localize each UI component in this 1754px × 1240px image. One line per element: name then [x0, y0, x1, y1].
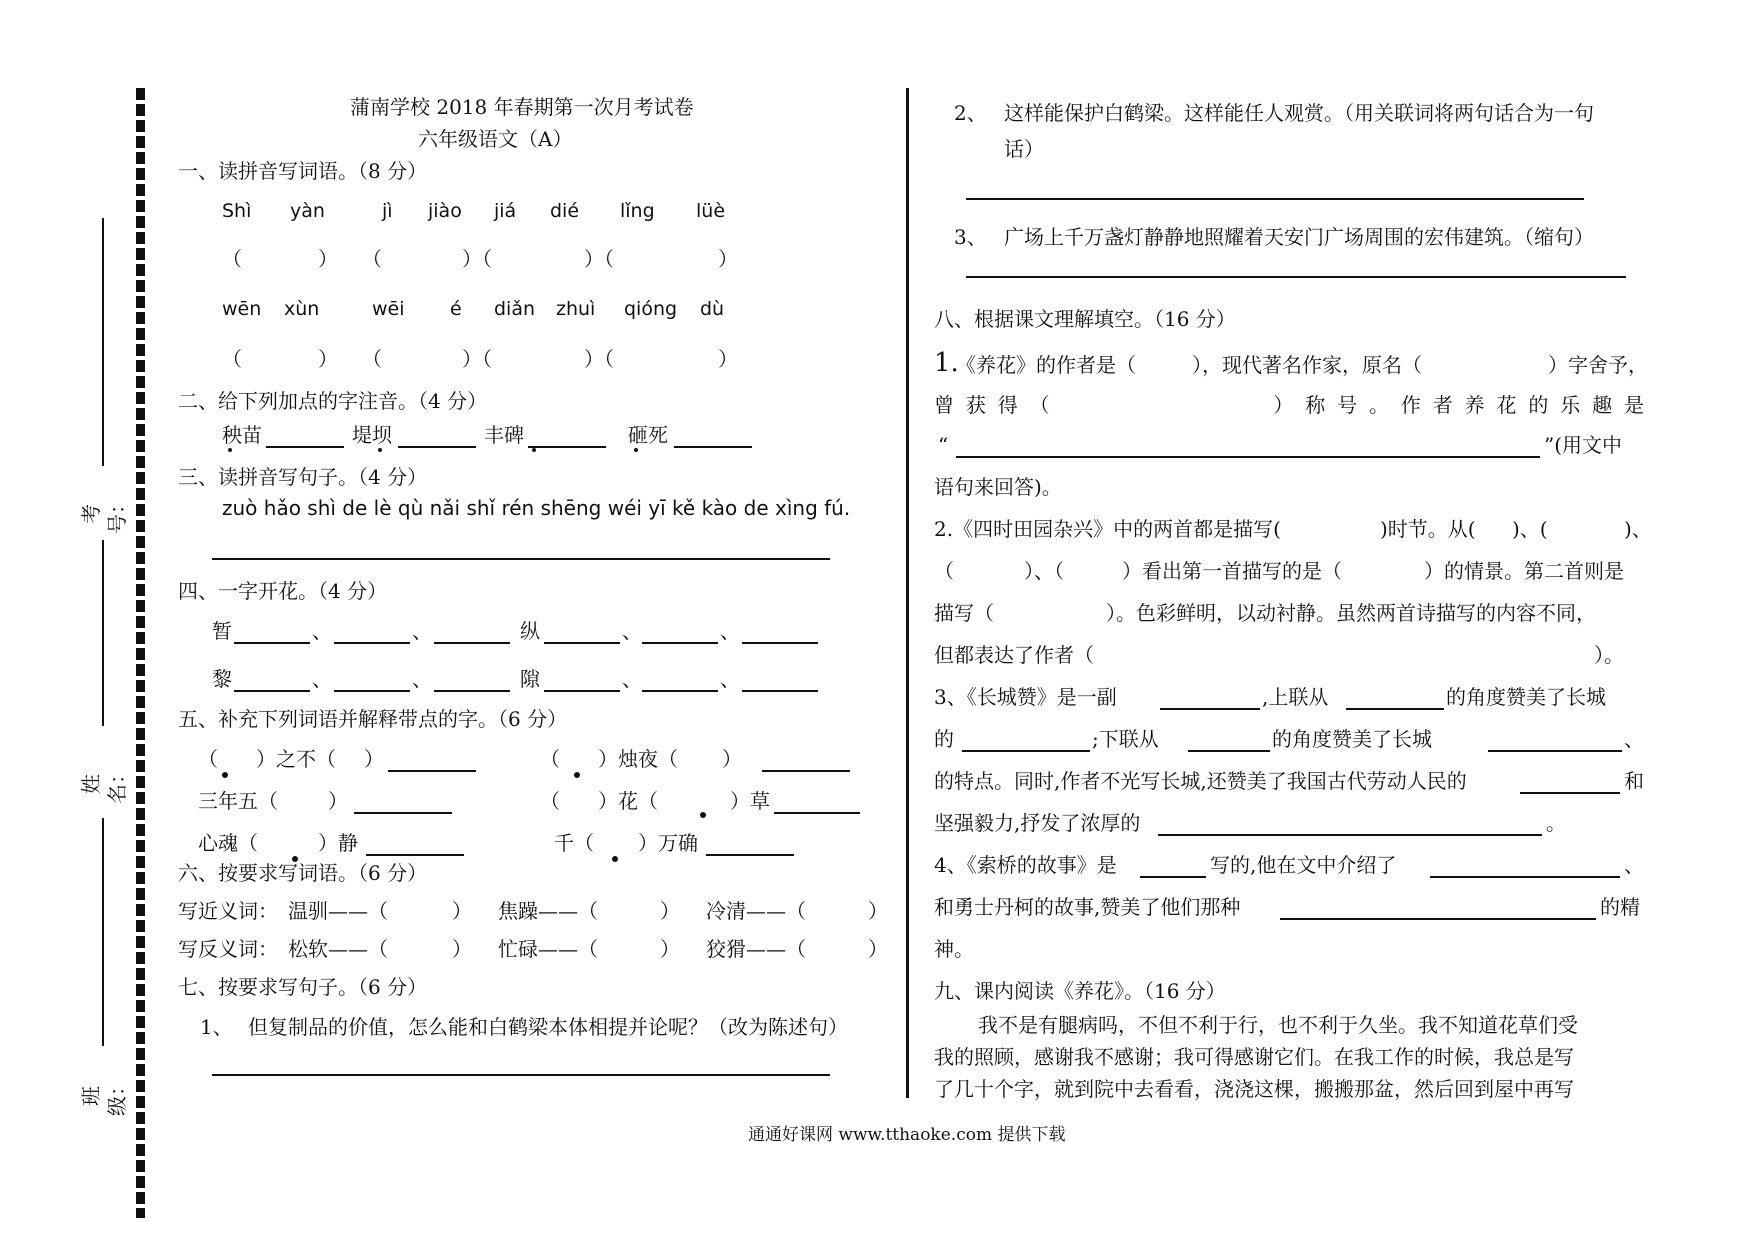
q1-blank[interactable]: [1062, 392, 1262, 418]
q1-char: 养: [1464, 393, 1485, 417]
q1-char: 获: [965, 393, 986, 417]
antonym-item: 松软——（: [288, 937, 388, 961]
reading-passage-line: 我的照顾，感谢我不感谢；我可得感谢它们。在我工作的时候，我总是写: [934, 1045, 1574, 1069]
answer-blank[interactable]: [334, 642, 410, 644]
q2-line-3b: ）。色彩鲜明，以动衬静。虽然两首诗描写的内容不同，: [1106, 601, 1596, 625]
q3-line-3a: 的特点。同时,作者不光写长城,还赞美了我国古代劳动人民的: [934, 769, 1467, 793]
q1-char: 者: [1432, 393, 1453, 417]
class-line: [102, 818, 104, 1046]
bracket: ）: [452, 899, 472, 923]
synonym-label: 写近义词：: [178, 899, 278, 923]
separator: 、: [720, 619, 740, 643]
section-6-heading: 六、按要求写词语。（6 分）: [178, 861, 428, 885]
separator: 、: [622, 667, 642, 691]
answer-blank[interactable]: [234, 690, 310, 692]
pinyin-11: wēi: [372, 298, 405, 320]
answer-blank[interactable]: [544, 642, 620, 644]
q1-char: 乐: [1560, 393, 1581, 417]
answer-blank[interactable]: [528, 446, 606, 448]
section-3-heading: 三、读拼音写句子。（4 分）: [178, 465, 428, 489]
exam-subtitle: 六年级语文（A）: [418, 127, 573, 151]
reading-passage-line: 了几十个字，就到院中去看看，浇浇这棵，搬搬那盆，然后回到屋中再写: [934, 1077, 1574, 1101]
bracket: ）: [868, 899, 888, 923]
q3-line-2a: 的: [934, 727, 954, 751]
section-7-heading: 七、按要求写句子。（6 分）: [178, 975, 428, 999]
emphasis-dot: [612, 856, 618, 862]
char-xi: 隙: [520, 667, 540, 691]
bracket: ）: [318, 247, 338, 271]
answer-blank[interactable]: [642, 642, 718, 644]
pinyin-6: dié: [550, 200, 580, 222]
char-li: 黎: [212, 667, 232, 691]
emphasis-dot: [228, 448, 232, 452]
idiom-text: （: [198, 747, 218, 771]
question-number: 3、: [954, 225, 987, 249]
q3-line-2c: 的角度赞美了长城: [1272, 727, 1432, 751]
question-7-3: 广场上千万盏灯静静地照耀着天安门广场周围的宏伟建筑。（缩句）: [1004, 225, 1594, 249]
exam-no-label: 考号：: [79, 494, 129, 534]
pinyin-7: lǐng: [620, 200, 655, 222]
bracket: ）: [660, 899, 680, 923]
idiom-text: 千（: [554, 831, 594, 855]
q1-char: 曾: [934, 393, 954, 417]
q3-line-2d: 、: [1624, 727, 1644, 751]
q1-char: 号: [1337, 393, 1358, 417]
q4-line-2b: 的精: [1600, 895, 1640, 919]
answer-blank[interactable]: [354, 812, 452, 814]
answer-blank[interactable]: [544, 690, 620, 692]
q1-char: 花: [1496, 393, 1517, 417]
question-7-1: 但复制品的价值，怎么能和白鹤梁本体相提并论呢？（改为陈述句）: [248, 1015, 848, 1039]
section-5-heading: 五、补充下列词语并解释带点的字。（6 分）: [178, 707, 568, 731]
word-zasi: 砸死: [628, 423, 668, 447]
bracket: ）（: [462, 347, 492, 371]
bracket: （: [362, 247, 382, 271]
answer-blank[interactable]: [674, 446, 752, 448]
separator: 、: [412, 667, 432, 691]
answer-blank[interactable]: [434, 642, 510, 644]
answer-blank[interactable]: [266, 446, 344, 448]
pinyin-4: jiào: [428, 200, 462, 222]
pinyin-1: Shì: [222, 200, 252, 222]
question-7-2: 这样能保护白鹤梁。这样能任人观赏。（用关联词将两句话合为一句: [1004, 101, 1594, 125]
answer-blank[interactable]: [962, 750, 1090, 752]
q1-char: 得: [997, 393, 1018, 417]
separator: 、: [312, 667, 332, 691]
q1-char: 。: [1369, 393, 1389, 417]
pinyin-14: zhuì: [556, 298, 596, 320]
synonym-item: 冷清——（: [706, 899, 806, 923]
separator: 、: [312, 619, 332, 643]
q3-line-4a: 坚强毅力,抒发了浓厚的: [934, 811, 1141, 835]
answer-blank[interactable]: [774, 812, 860, 814]
bracket: ）（: [462, 247, 492, 271]
bracket: ）: [452, 937, 472, 961]
pinyin-8: lüè: [696, 200, 726, 222]
answer-blank[interactable]: [366, 854, 464, 856]
q2-line-4b: ）。: [1594, 643, 1624, 667]
question-number: 1.: [934, 348, 959, 378]
q1-line-2: [934, 392, 1644, 418]
class-label: 班级：: [79, 1076, 129, 1116]
q2-line-4a: 但都表达了作者（: [934, 643, 1094, 667]
answer-blank[interactable]: [706, 854, 794, 856]
pinyin-2: yàn: [290, 200, 325, 222]
emphasis-dot: [532, 448, 536, 452]
binding-dashed-line: [136, 88, 145, 1218]
answer-blank[interactable]: [388, 770, 476, 772]
emphasis-dot: [700, 812, 706, 818]
idiom-text: ）万确: [638, 831, 698, 855]
q3-line-2b: ;下联从: [1092, 727, 1159, 751]
q2-line-2d: ）的情景。第二首则是: [1424, 559, 1624, 583]
answer-blank[interactable]: [1430, 876, 1620, 878]
name-line: [102, 540, 104, 726]
section-2-heading: 二、给下列加点的字注音。（4 分）: [178, 389, 488, 413]
q3-line-3b: 和: [1624, 769, 1644, 793]
bracket: ）: [318, 347, 338, 371]
word-fengbei: 丰碑: [484, 423, 524, 447]
answer-blank[interactable]: [1488, 750, 1622, 752]
answer-line[interactable]: [966, 198, 1584, 200]
answer-blank[interactable]: [642, 690, 718, 692]
bracket: ）（: [584, 347, 614, 371]
q2-line-1b: )时节。从(: [1380, 517, 1476, 541]
idiom-text: ）花（: [598, 789, 658, 813]
q2-line-1a: 2.《四时田园杂兴》中的两首都是描写(: [934, 517, 1281, 541]
answer-blank[interactable]: [956, 456, 1540, 458]
q2-line-1c: )、(: [1512, 517, 1548, 541]
q3-line-4b: 。: [1546, 811, 1566, 835]
q4-line-1c: 、: [1624, 853, 1644, 877]
exam-no-line: [102, 218, 104, 466]
q4-line-1a: 4、《索桥的故事》是: [934, 853, 1117, 877]
answer-blank[interactable]: [742, 642, 818, 644]
q3-line-1b: ,上联从: [1262, 685, 1329, 709]
idiom-text: ）静: [318, 831, 358, 855]
answer-blank[interactable]: [334, 690, 410, 692]
emphasis-dot: [634, 448, 638, 452]
q4-line-1b: 写的,他在文中介绍了: [1210, 853, 1397, 877]
answer-line[interactable]: [212, 558, 830, 560]
answer-blank[interactable]: [1140, 876, 1206, 878]
q1-text-original-name: ），现代著名作家，原名（: [1192, 353, 1422, 377]
emphasis-dot: [574, 772, 580, 778]
answer-blank[interactable]: [398, 446, 476, 448]
footer-credit: 通通好课网 www.tthaoke.com 提供下载: [748, 1125, 1066, 1145]
answer-blank[interactable]: [1158, 834, 1542, 836]
q1-text-zi: ）字舍予，: [1548, 353, 1648, 377]
q2-line-3a: 描写（: [934, 601, 994, 625]
answer-blank[interactable]: [1346, 708, 1444, 710]
bracket: ）: [660, 937, 680, 961]
answer-blank[interactable]: [1520, 792, 1620, 794]
answer-blank[interactable]: [1280, 918, 1596, 920]
q1-char: 作: [1400, 393, 1421, 417]
idiom-text: ）草: [730, 789, 770, 813]
q4-line-2a: 和勇士丹柯的故事,赞美了他们那种: [934, 895, 1241, 919]
antonym-item: 狡猾——（: [706, 937, 806, 961]
pinyin-9: wēn: [222, 298, 262, 320]
pinyin-sentence: zuò hǎo shì de lè qù nǎi shǐ rén shēng wéi yī kě kào de xìng fú.: [222, 496, 851, 520]
q1-text-author: 《养花》的作者是（: [956, 353, 1136, 377]
idiom-text: ）烛夜（: [598, 747, 678, 771]
bracket: ）（: [584, 247, 614, 271]
answer-line[interactable]: [212, 1074, 830, 1076]
idiom-text: （: [540, 747, 560, 771]
bracket: （: [222, 247, 242, 271]
q1-char: 称: [1305, 393, 1326, 417]
separator: 、: [720, 667, 740, 691]
separator: 、: [412, 619, 432, 643]
bracket: （: [222, 347, 242, 371]
answer-blank[interactable]: [434, 690, 510, 692]
q1-char: ）: [1273, 393, 1294, 417]
section-4-heading: 四、一字开花。（4 分）: [178, 579, 388, 603]
exam-title: 蒲南学校 2018 年春期第一次月考试卷: [350, 95, 694, 119]
close-quote: ”(用文中: [1544, 433, 1623, 457]
answer-blank[interactable]: [234, 642, 310, 644]
answer-blank[interactable]: [1160, 708, 1260, 710]
antonym-label: 写反义词：: [178, 937, 278, 961]
idiom-text: 三年五（: [198, 789, 278, 813]
bracket: ）: [718, 347, 738, 371]
pinyin-13: diǎn: [494, 298, 536, 320]
char-zong: 纵: [520, 619, 540, 643]
pinyin-15: qióng: [624, 298, 678, 320]
question-number: 1、: [200, 1015, 233, 1039]
q2-line-2c: ）看出第一首描写的是（: [1122, 559, 1342, 583]
bracket: ）: [718, 247, 738, 271]
section-9-heading: 九、课内阅读《养花》。（16 分）: [934, 979, 1226, 1003]
idiom-text: （: [540, 789, 560, 813]
synonym-item: 温驯——（: [288, 899, 388, 923]
char-zan: 暂: [212, 619, 232, 643]
word-diba: 堤坝: [352, 423, 392, 447]
emphasis-dot: [378, 448, 382, 452]
separator: 、: [622, 619, 642, 643]
question-number: 2、: [954, 101, 987, 125]
answer-blank[interactable]: [1188, 750, 1270, 752]
bracket: ）: [868, 937, 888, 961]
idiom-text: ）: [722, 747, 742, 771]
answer-blank[interactable]: [742, 690, 818, 692]
synonym-item: 焦躁——（: [498, 899, 598, 923]
pinyin-3: jì: [382, 200, 393, 222]
q2-line-2a: （: [934, 559, 954, 583]
open-quote: “: [938, 433, 949, 457]
q4-line-3: 神。: [934, 937, 974, 961]
q1-char: 的: [1528, 393, 1549, 417]
idiom-text: ）: [364, 747, 384, 771]
column-divider: [906, 88, 909, 1098]
q1-char: （: [1029, 393, 1050, 417]
section-1-heading: 一、读拼音写词语。（8 分）: [178, 159, 428, 183]
bracket: （: [362, 347, 382, 371]
pinyin-16: dù: [700, 298, 725, 320]
idiom-text: 心魂（: [198, 831, 258, 855]
q1-char: 趣: [1592, 393, 1613, 417]
q1-line-4: 语句来回答)。: [934, 475, 1062, 499]
q2-line-1d: )、: [1624, 517, 1652, 541]
q2-line-2b: ）、（: [1024, 559, 1064, 583]
pinyin-12: é: [450, 298, 462, 320]
emphasis-dot: [222, 772, 228, 778]
idiom-text: ）之不（: [256, 747, 336, 771]
q3-line-1a: 3、《长城赞》是一副: [934, 685, 1117, 709]
word-yangmiao: 秧苗: [222, 423, 262, 447]
antonym-item: 忙碌——（: [498, 937, 598, 961]
pinyin-5: jiá: [494, 200, 517, 222]
idiom-text: ）: [328, 789, 348, 813]
answer-blank[interactable]: [762, 770, 850, 772]
reading-passage-line: 我不是有腿病吗，不但不利于行，也不利于久坐。我不知道花草们受: [978, 1013, 1578, 1037]
name-label: 姓名：: [79, 764, 129, 804]
section-8-heading: 八、根据课文理解填空。（16 分）: [934, 307, 1236, 331]
question-7-2-cont: 话）: [1004, 137, 1044, 161]
pinyin-10: xùn: [284, 298, 320, 320]
q3-line-1c: 的角度赞美了长城: [1446, 685, 1606, 709]
q1-char: 是: [1624, 393, 1644, 417]
answer-line[interactable]: [966, 276, 1626, 278]
